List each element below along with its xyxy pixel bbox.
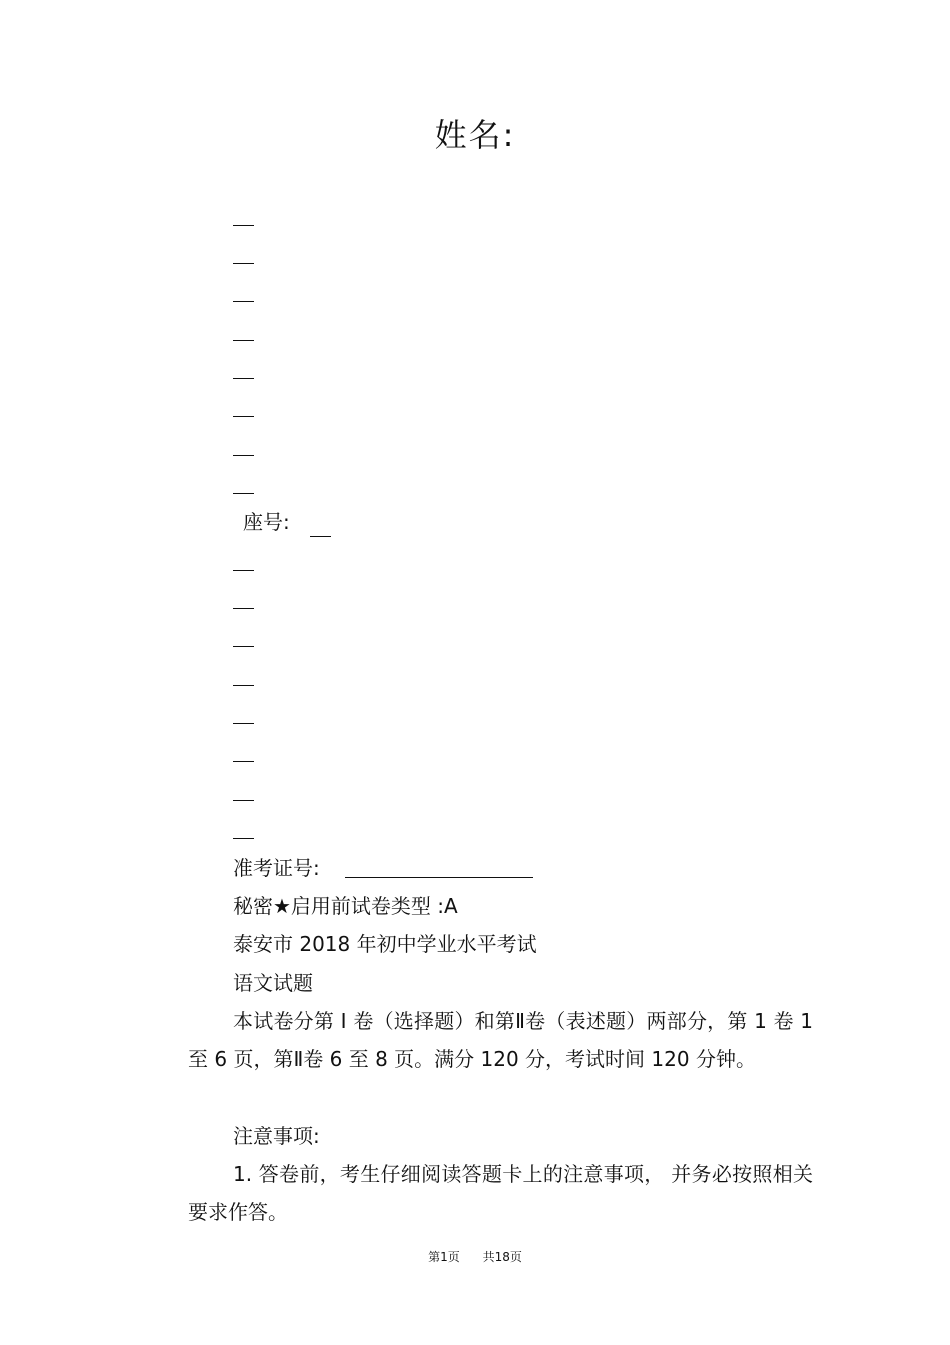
binding-dash (233, 416, 254, 417)
exam-id-blank[interactable] (345, 877, 533, 878)
binding-dash (233, 263, 254, 264)
secret-line: 秘密★启用前试卷类型 :A (233, 894, 458, 918)
seat-blank[interactable] (310, 536, 331, 537)
binding-dash (233, 301, 254, 302)
exam-id-label: 准考证号: (233, 856, 320, 880)
seat-label: 座号: (243, 510, 290, 534)
binding-dash (233, 838, 254, 839)
binding-dash (233, 455, 254, 456)
page-footer: 第1页 共18页 (428, 1250, 522, 1264)
intro-paragraph: 本试卷分第 Ⅰ 卷（选择题）和第Ⅱ卷（表述题）两部分，第 1 卷 1 至 6 页，第Ⅱ卷 6 至 8 页。满分 120 分，考试时间 120 分钟。 (188, 1009, 813, 1071)
binding-dash (233, 608, 254, 609)
notice-heading: 注意事项: (233, 1124, 320, 1148)
binding-dash (233, 646, 254, 647)
binding-dash (233, 378, 254, 379)
subject-title: 语文试题 (233, 971, 313, 995)
exam-title: 泰安市 2018 年初中学业水平考试 (233, 932, 537, 956)
page-title: 姓名: (434, 116, 516, 154)
binding-dash (233, 340, 254, 341)
binding-dash (233, 723, 254, 724)
binding-dash (233, 225, 254, 226)
binding-dash (233, 685, 254, 686)
notice-item-1: 1. 答卷前，考生仔细阅读答题卡上的注意事项， 并务必按照相关要求作答。 (188, 1162, 813, 1224)
binding-dash (233, 570, 254, 571)
binding-dash (233, 800, 254, 801)
binding-dash (233, 493, 254, 494)
binding-dash (233, 761, 254, 762)
seat-field (243, 508, 331, 537)
